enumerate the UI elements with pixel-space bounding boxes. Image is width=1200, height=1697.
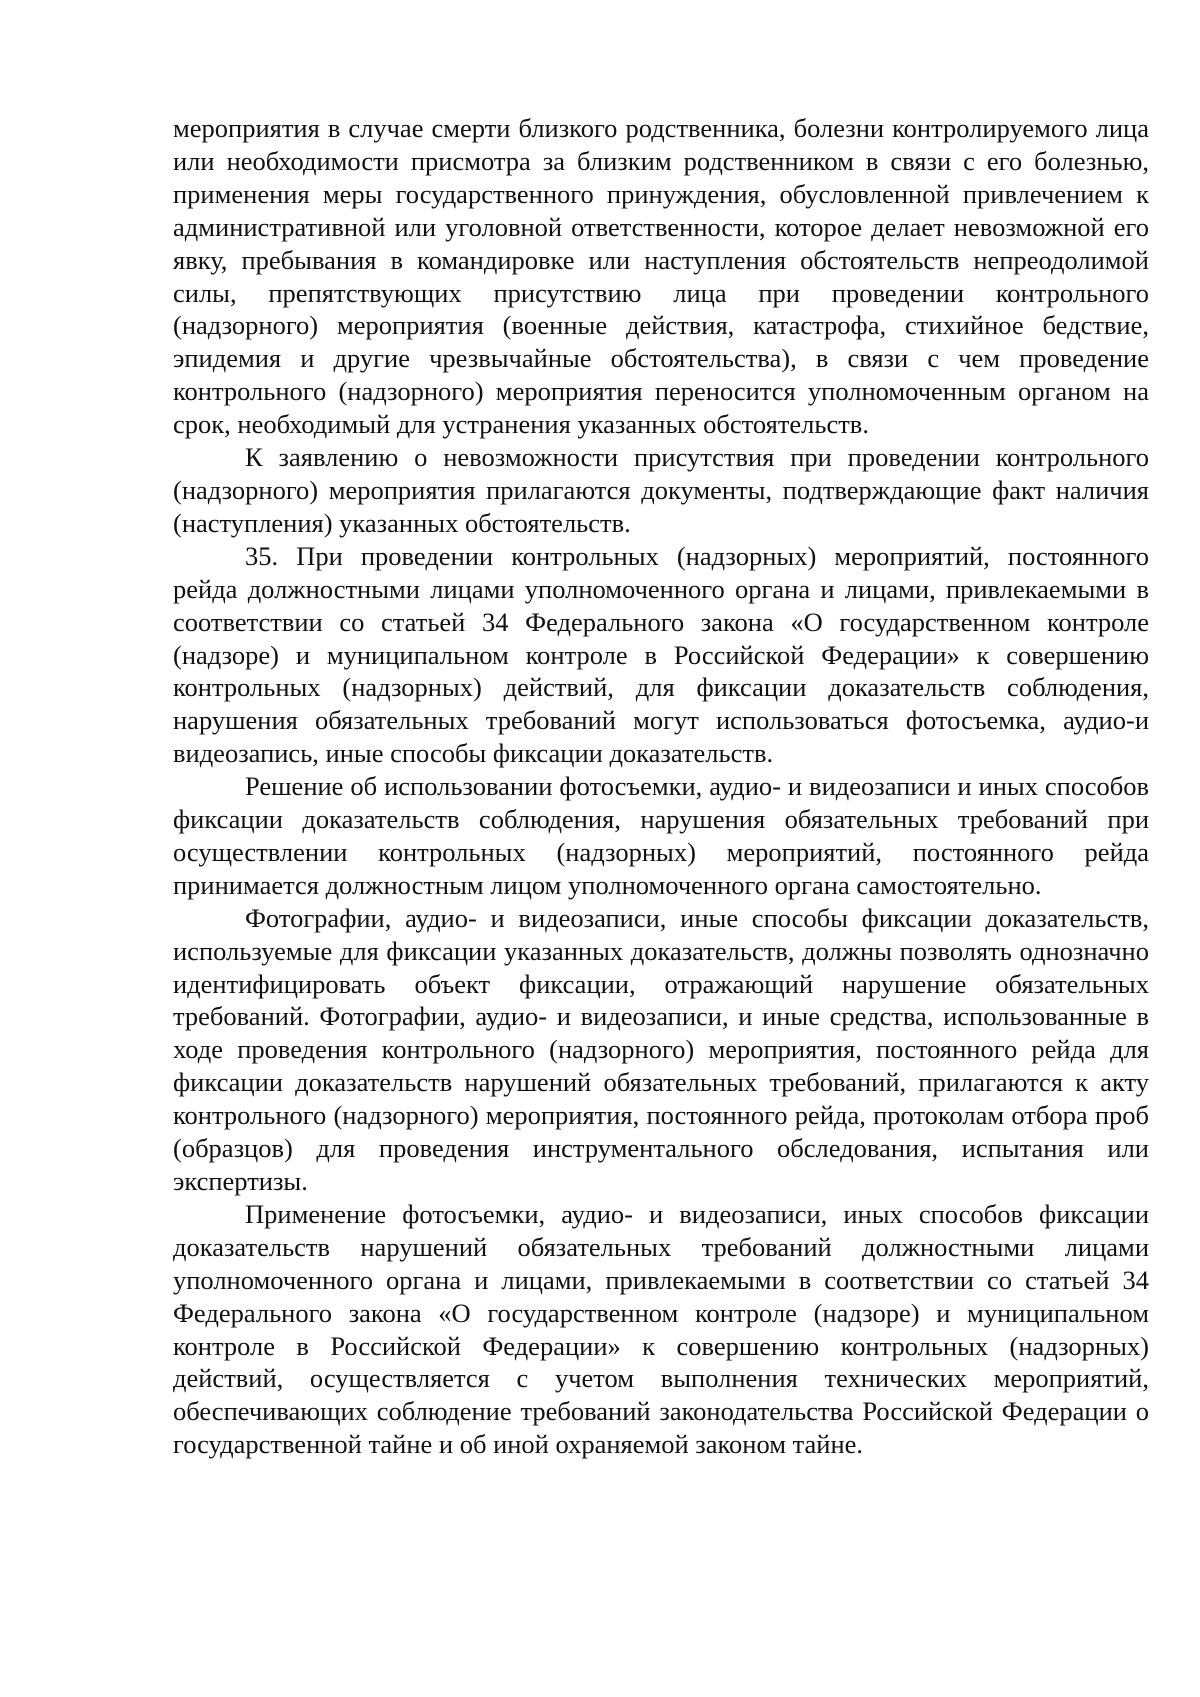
paragraph-continuation: мероприятия в случае смерти близкого родственника, болезни контролируемого лица или необходимости присмотра за близким родственником в связи с его болезнью, применения меры государственного принуждения, обусловленной привлечением к административной или уголовной ответственности, которое делает невозможной его явку, пребывания в командировке или наступления обстоятельств непреодолимой силы, препятствующих присутствию лица при проведении контрольного (надзорного) мероприятия (военные действия, катастрофа, стихийное бедствие, эпидемия и другие чрезвычайные обстоятельства), в связи с чем проведение контрольного (надзорного) мероприятия переносится уполномоченным органом на срок, необходимый для устранения указанных обстоятельств. bbox=[173, 113, 1149, 440]
paragraph-application-documents: К заявлению о невозможности присутствия при проведении контрольного (надзорного) мероприятия прилагаются документы, подтверждающие факт наличия (наступления) указанных обстоятельств. bbox=[173, 442, 1149, 538]
document-page bbox=[173, 112, 1149, 1461]
paragraph-clause-35: 35. При проведении контрольных (надзорных) мероприятий, постоянного рейда должностными лицами уполномоченного органа и лицами, привлекаемыми в соответствии со статьей 34 Федерального закона «О государственном контроле (надзоре) и муниципальном контроле в Российской Федерации» к совершению контрольных (надзорных) действий, для фиксации доказательств соблюдения, нарушения обязательных требований могут использоваться фотосъемка, аудио-и видеозапись, иные способы фиксации доказательств. bbox=[173, 540, 1149, 769]
paragraph-photos-recordings: Фотографии, аудио- и видеозаписи, иные способы фиксации доказательств, используемые для фиксации указанных доказательств, должны позволять однозначно идентифицировать объект фиксации, отражающий нарушение обязательных требований. Фотографии, аудио- и видеозаписи, и иные средства, использованные в ходе проведения контрольного (надзорного) мероприятия, постоянного рейда для фиксации доказательств нарушений обязательных требований, прилагаются к акту контрольного (надзорного) мероприятия, постоянного рейда, протоколам отбора проб (образцов) для проведения инструментального обследования, испытания или экспертизы. bbox=[173, 902, 1149, 1196]
paragraph-recording-decision: Решение об использовании фотосъемки, аудио- и видеозаписи и иных способов фиксации доказательств соблюдения, нарушения обязательных требований при осуществлении контрольных (надзорных) мероприятий, постоянного рейда принимается должностным лицом уполномоченного органа самостоятельно. bbox=[173, 771, 1149, 900]
paragraph-state-secret: Применение фотосъемки, аудио- и видеозаписи, иных способов фиксации доказательств нарушений обязательных требований должностными лицами уполномоченного органа и лицами, привлекаемыми в соответствии со статьей 34 Федерального закона «О государственном контроле (надзоре) и муниципальном контроле в Российской Федерации» к совершению контрольных (надзорных) действий, осуществляется с учетом выполнения технических мероприятий, обеспечивающих соблюдение требований законодательства Российской Федерации о государственной тайне и об иной охраняемой законом тайне. bbox=[173, 1198, 1149, 1460]
